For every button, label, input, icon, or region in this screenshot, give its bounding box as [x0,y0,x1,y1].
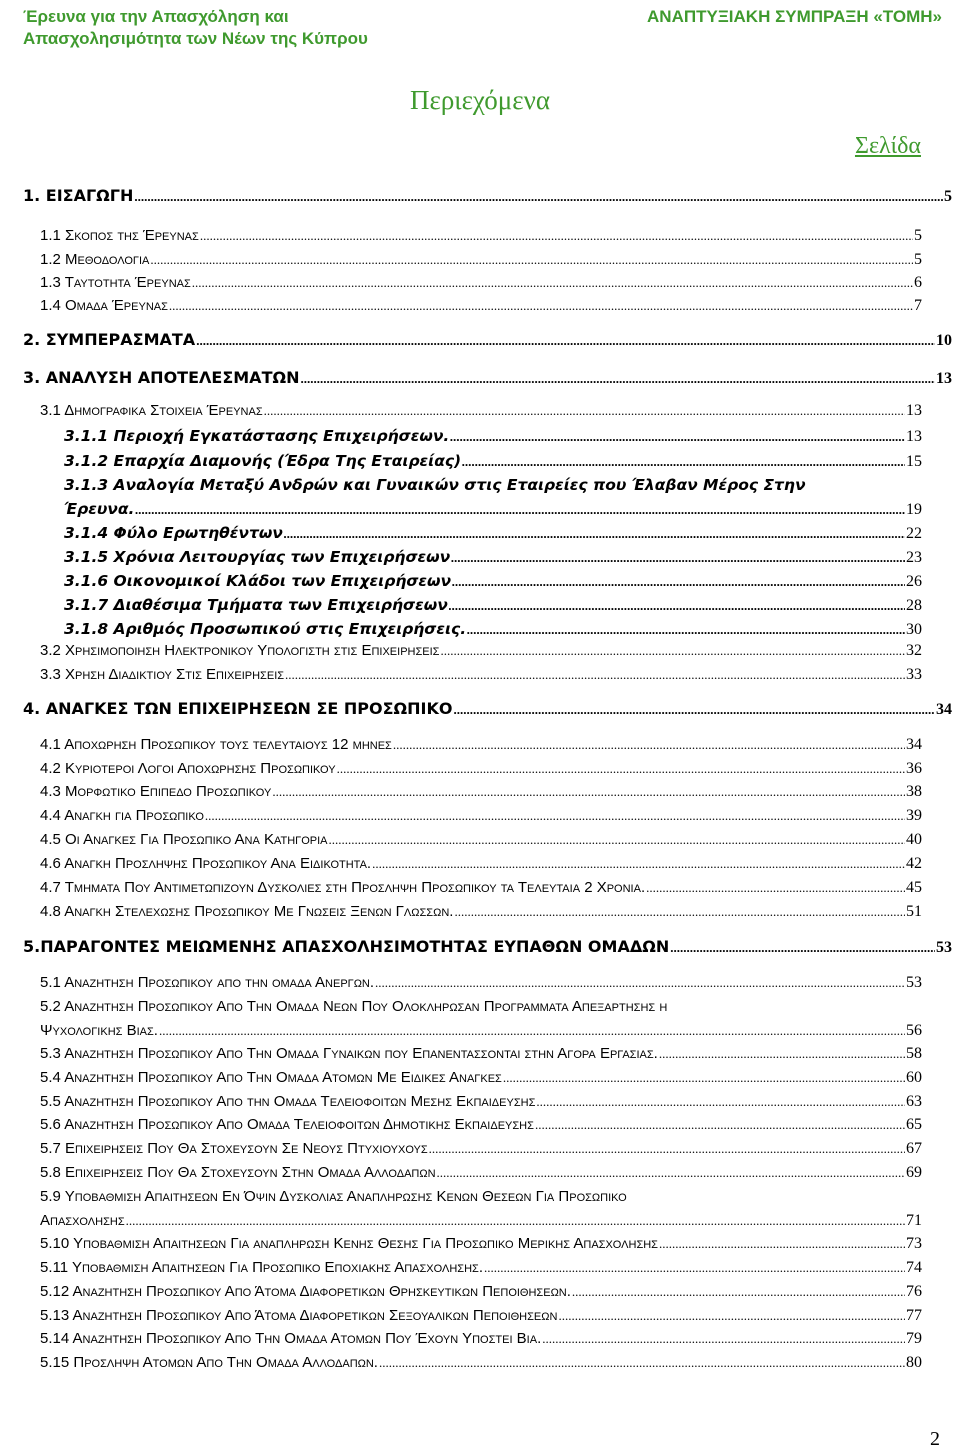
toc-entry[interactable] [64,450,922,473]
toc-entry-page: 26 [906,573,922,590]
toc-entry-title: 5.10 Υποβαθμιση Απαιτησεων Για αναπληρωση Κενης Θεσης Για Προσωπικο Μερικης Απασχολησης [40,1235,658,1252]
toc-entry-title: 3.1.5 Χρόνια Λειτουργίας των Επιχειρήσεων [64,548,451,566]
dot-leader [450,425,905,448]
toc-entry[interactable] [40,1257,922,1279]
dot-leader [134,185,943,208]
dot-leader [572,1281,905,1303]
toc-entry-page: 7 [914,297,922,314]
dot-leader [264,400,905,422]
header-left-line1: Έρευνα για την Απασχόληση και [23,7,289,26]
toc-entry-page: 74 [906,1259,922,1276]
dot-leader [300,367,935,390]
toc-entry-page: 63 [906,1093,922,1110]
toc-entry[interactable] [40,295,922,317]
dot-leader [200,225,913,247]
toc-entry[interactable] [40,1328,922,1350]
toc-entry[interactable] [40,225,922,247]
toc-entry-page: 32 [906,642,922,659]
dot-leader [659,1233,905,1255]
dot-leader [454,698,936,721]
toc-entry-title: 3.1.3 Αναλογία Μεταξύ Ανδρών και Γυναικών στις Εταιρείες που Έλαβαν Μέρος Στην [64,476,806,494]
toc-entry-title: 1.4 Ομαδα Έρευνας [40,297,168,314]
toc-entry[interactable] [64,522,922,545]
dot-leader [451,546,905,569]
toc-entry[interactable] [40,829,922,851]
toc-entry-title: 3.1.8 Αριθμός Προσωπικού στις Επιχειρήσεις. [64,620,467,638]
toc-entry-page: 30 [906,621,922,638]
dot-leader [375,972,905,994]
toc-entry-page: 13 [906,402,922,419]
toc-entry[interactable] [40,1233,922,1255]
dot-leader [558,1305,905,1327]
toc-entry-page: 80 [906,1354,922,1371]
toc-entry-continuation[interactable] [64,498,922,521]
toc-entry-page: 13 [906,428,922,445]
toc-entry[interactable] [40,1043,922,1065]
toc-entry[interactable] [40,853,922,875]
toc-entry[interactable] [40,901,922,923]
toc-entry-page: 56 [906,1022,922,1039]
toc-entry-title: 4.6 Αναγκη Προσληψης Προσωπικου Ανα Ειδικοτητα. [40,855,372,872]
dot-leader [393,734,905,756]
toc-entry[interactable] [40,758,922,780]
toc-entry-page: 60 [906,1069,922,1086]
toc-entry-title: 4.5 Οι Αναγκες Για Προσωπικο Ανα Κατηγορια [40,831,328,848]
dot-leader [192,272,913,294]
toc-entry-continuation[interactable] [40,1210,922,1232]
toc-entry-page: 5 [944,188,952,205]
dot-leader [542,1328,905,1350]
toc-entry[interactable] [64,474,806,496]
toc-entry[interactable] [23,367,952,390]
dot-leader [536,1091,905,1113]
dot-leader [462,450,905,473]
toc-entry[interactable] [40,1162,922,1184]
dot-leader [379,1352,905,1374]
toc-entry-title: 1.1 Σκοπος της Έρευνας [40,227,199,244]
toc-entry[interactable] [40,272,922,294]
toc-entry-title: 1.2 Μεθοδολογια [40,251,150,268]
toc-entry[interactable] [40,877,922,899]
dot-leader [272,781,905,803]
dot-leader [484,1257,905,1279]
toc-entry-page: 39 [906,807,922,824]
dot-leader [150,249,913,271]
dot-leader [285,664,905,686]
toc-entry-title: 5.9 Υποβαθμιση Απαιτησεων Εν Όψιν Δυσκολιας Αναπληρωσης Κενων Θεσεων Για Προσωπικο [40,1188,627,1205]
toc-entry-page: 69 [906,1164,922,1181]
toc-entry-page: 15 [906,453,922,470]
toc-entry-title: 3.2 Χρησιμοποιηση Ηλεκτρονικου Υπολογιστη στις Επιχειρησεις [40,642,440,659]
toc-entry-title: 3.1 Δημογραφικα Στοιχεια Έρευνας [40,402,263,419]
toc-entry[interactable] [40,972,922,994]
toc-entry-title: 2. ΣΥΜΠΕΡΑΣΜΑΤΑ [23,330,196,349]
dot-leader [126,1210,905,1232]
toc-entry-title: 5.2 Αναζητηση Προσωπικου Απο Την Ομαδα Νεων Που Ολοκληρωσαν Προγραμματα Απεξαρτησης η [40,998,668,1015]
toc-entry-title: 5.5 Αναζητηση Προσωπικου Απο την Ομαδα Τελειοφοιτων Μεσης Εκπαιδευσης [40,1093,536,1110]
dot-leader [454,901,905,923]
toc-entry-title: 5.6 Αναζητηση Προσωπικου Απο Ομαδα Τελειοφοιτων Δημοτικης Εκπαιδευσης [40,1116,534,1133]
toc-entry-title: 4.4 Αναγκη για Προσωπικο [40,807,204,824]
toc-entry[interactable] [23,329,952,352]
toc-entry-title: 1.3 Ταυτοτητα Έρευνας [40,274,191,291]
toc-entry[interactable] [40,734,922,756]
toc-entry-page: 34 [936,701,952,718]
header-right: ΑΝΑΠΤΥΞΙΑΚΗ ΣΥΜΠΡΑΞΗ «ΤΟΜΗ» [647,7,942,26]
toc-entry[interactable] [23,936,952,959]
toc-entry-page: 36 [906,760,922,777]
toc-entry-page: 33 [906,666,922,683]
toc-entry-title: 5.4 Αναζητηση Προσωπικου Απο Την Ομαδα Ατομων Με Ειδικες Αναγκες [40,1069,502,1086]
toc-entry[interactable] [40,1352,922,1374]
dot-leader [449,594,905,617]
toc-entry[interactable] [40,1305,922,1327]
toc-entry-page: 65 [906,1116,922,1133]
toc-entry[interactable] [40,1091,922,1113]
toc-entry-title: 3.1.2 Επαρχία Διαμονής (Έδρα Της Εταιρείας) [64,452,462,470]
dot-leader [284,522,905,545]
toc-entry-title: 5.1 Αναζητηση Προσωπικου απο την ομαδα Ανεργων. [40,974,375,991]
toc-entry-continuation[interactable] [40,1020,922,1042]
toc-entry-title: 5.ΠΑΡΑΓΟΝΤΕΣ ΜΕΙΩΜΕΝΗΣ ΑΠΑΣΧΟΛΗΣΙΜΟΤΗΤΑΣ ΕΥΠΑΘΩΝ ΟΜΑΔΩΝ [23,937,670,956]
dot-leader [337,758,905,780]
toc-entry-title: 5.8 Επιχειρησεις Που Θα Στοχευσουν Στην Ομαδα Αλλοδαπων [40,1164,436,1181]
toc-entry[interactable] [40,249,922,271]
toc-entry-title: 3.1.1 Περιοχή Εγκατάστασης Επιχειρήσεων. [64,427,450,445]
toc-entry[interactable] [64,425,922,448]
toc-entry-title: 4.3 Μορφωτικο Επιπεδο Προσωπικου [40,783,272,800]
toc-entry-title: 5.13 Αναζητηση Προσωπικου Απο Άτομα Διαφορετικων Σεξουαλικων Πεποιθησεων [40,1307,558,1324]
dot-leader [659,1043,905,1065]
toc-entry-page: 42 [906,855,922,872]
toc-entry-page: 6 [914,274,922,291]
toc-entry-title: 5.3 Αναζητηση Προσωπικου Απο Την Ομαδα Γυναικων που Επανεντασσονται στην Αγορα Εργασιας. [40,1045,658,1062]
toc-entry[interactable] [23,698,952,721]
dot-leader [372,853,905,875]
toc-entry-title-cont: Έρευνα. [64,500,135,518]
dot-leader [452,570,905,593]
toc-entry[interactable] [40,640,922,662]
toc-entry-title: 3.3 Χρηση Διαδικτιου Στις Επιχειρησεις [40,666,285,683]
toc-entry-title-cont: Απασχολησης [40,1212,125,1229]
toc-entry-page: 79 [906,1330,922,1347]
toc-entry-title: 4.2 Κυριοτεροι Λογοι Αποχωρησης Προσωπικου [40,760,336,777]
dot-leader [535,1114,905,1136]
toc-entry-title: 5.11 Υποβαθμιση Απαιτησεων Για Προσωπικο Εποχιακης Απασχολησης. [40,1259,483,1276]
toc-entry[interactable] [40,1067,922,1089]
toc-entry[interactable] [40,781,922,803]
toc-entry-title: 5.14 Αναζητηση Προσωπικου Απο Την Ομαδα Ατομων Που Έχουν Υποστει Βια. [40,1330,542,1347]
toc-entry-page: 73 [906,1235,922,1252]
toc-entry-page: 5 [914,227,922,244]
dot-leader [135,498,905,521]
toc-entry-page: 34 [906,736,922,753]
toc-entry-page: 53 [936,939,952,956]
toc-entry-title: 5.12 Αναζητηση Προσωπικου Απο Άτομα Διαφορετικων Θρησκευτικων Πεποιθησεων. [40,1283,571,1300]
toc-entry[interactable] [64,570,922,593]
toc-entry-title: 1. ΕΙΣΑΓΩΓΗ [23,186,134,205]
dot-leader [503,1067,905,1089]
dot-leader [159,1020,905,1042]
toc-entry[interactable] [40,400,922,422]
dot-leader [169,295,913,317]
toc-entry-title: 3.1.7 Διαθέσιμα Τμήματα των Επιχειρήσεων [64,596,448,614]
toc-entry-title: 5.15 Προσληψη Ατομων Απο Την Ομαδα Αλλοδαπων. [40,1354,378,1371]
toc-entry-page: 38 [906,783,922,800]
dot-leader [429,1138,905,1160]
toc-entry-page: 51 [906,903,922,920]
toc-entry-title: 4.8 Αναγκη Στελεχωσης Προσωπικου Με Γνωσεις Ξενων Γλωσσων. [40,903,454,920]
toc-entry[interactable] [40,805,922,827]
toc-entry-page: 76 [906,1283,922,1300]
toc-entry[interactable] [40,1138,922,1160]
toc-entry[interactable] [64,618,922,641]
toc-entry[interactable] [40,1114,922,1136]
toc-entry-title: 3.1.4 Φύλο Ερωτηθέντων [64,524,283,542]
toc-entry-title: 3. ΑΝΑΛΥΣΗ ΑΠΟΤΕΛΕΣΜΑΤΩΝ [23,368,300,387]
toc-entry-page: 58 [906,1045,922,1062]
toc-entry-page: 67 [906,1140,922,1157]
toc-entry-title: 4.7 Τμηματα Που Αντιμετωπιζουν Δυσκολιες στη Προσληψη Προσωπικου τα Τελευταια 2 Χρονια. [40,879,646,896]
dot-leader [205,805,905,827]
toc-entry-page: 22 [906,525,922,542]
toc-entry-page: 23 [906,549,922,566]
toc-entry-title: 4. ΑΝΑΓΚΕΣ ΤΩΝ ΕΠΙΧΕΙΡΗΣΕΩΝ ΣΕ ΠΡΟΣΩΠΙΚΟ [23,699,453,718]
dot-leader [329,829,905,851]
toc-entry[interactable] [23,185,952,208]
toc-entry-page: 77 [906,1307,922,1324]
dot-leader [196,329,935,352]
dot-leader [646,877,905,899]
toc-entry-title: 4.1 Αποχωρηση Προσωπικου τους τελευταιους 12 μηνες [40,736,392,753]
toc-entry-page: 28 [906,597,922,614]
toc-entry[interactable] [64,594,922,617]
toc-entry-page: 53 [906,974,922,991]
toc-entry-page: 40 [906,831,922,848]
toc-entry-page: 5 [914,251,922,268]
dot-leader [670,936,935,959]
toc-entry-page: 10 [936,332,952,349]
toc-entry-page: 45 [906,879,922,896]
toc-entry[interactable] [40,1186,627,1208]
toc-entry[interactable] [40,1281,922,1303]
toc-entry-title-cont: Ψυχολογικης Βιας. [40,1022,158,1039]
toc-entry-title: 5.7 Επιχειρησεις Που Θα Στοχευσουν Σε Νεους Πτυχιουχους [40,1140,428,1157]
page-column-label: Σελίδα [854,133,921,159]
toc-entry-page: 71 [906,1212,922,1229]
toc-entry[interactable] [64,546,922,569]
page-title: Περιεχόμενα [410,85,550,115]
toc-entry[interactable] [40,664,922,686]
dot-leader [440,640,905,662]
toc-entry-title: 3.1.6 Οικονομικοί Κλάδοι των Επιχειρήσεων [64,572,452,590]
toc-entry-page: 19 [906,501,922,518]
header-left-line2: Απασχολησιμότητα των Νέων της Κύπρου [23,29,368,48]
toc-entry[interactable] [40,996,667,1018]
dot-leader [467,618,905,641]
dot-leader [437,1162,905,1184]
page-number: 2 [930,1428,940,1450]
toc-entry-page: 13 [936,370,952,387]
